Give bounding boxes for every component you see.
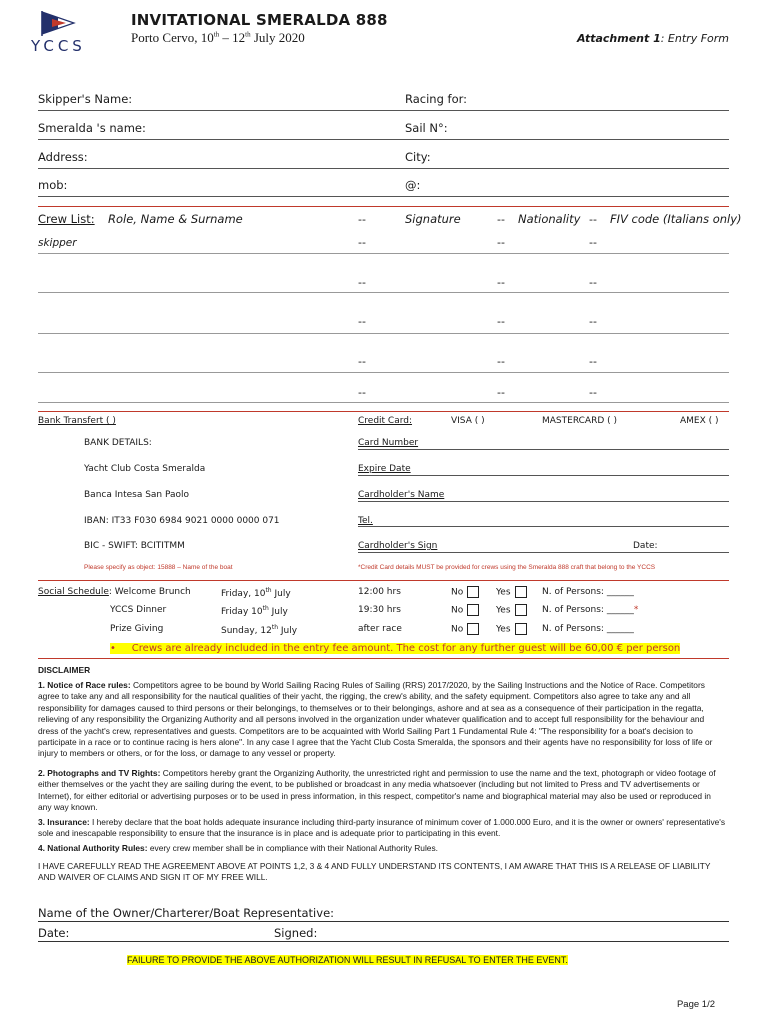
- dash: --: [589, 276, 597, 289]
- skipper-name-label: Skipper's Name:: [38, 92, 133, 106]
- yccs-burgee-logo: [38, 10, 78, 36]
- social-event: YCCS Dinner: [110, 605, 167, 615]
- no-option[interactable]: No: [451, 604, 479, 616]
- crew-nationality-header: Nationality: [518, 212, 581, 226]
- owner-name-field[interactable]: [38, 921, 729, 922]
- dash: --: [589, 213, 597, 226]
- disclaimer-point-3: 3. Insurance: I hereby declare that the boat holds adequate insurance including third-party insurance of minimum cover of 1.000.000 Euro, and it is the owner or owners' representative's sole and inescapable responsibility to ensure that the insurance is in place and is adequate prior to participating in this event.: [38, 817, 726, 839]
- red-divider: [38, 206, 729, 207]
- dash: --: [497, 276, 505, 289]
- no-checkbox[interactable]: [467, 623, 479, 635]
- bank-transfer-option[interactable]: Bank Transfert ( ): [38, 416, 116, 426]
- bank-branch: Banca Intesa San Paolo: [84, 490, 190, 500]
- no-checkbox[interactable]: [467, 586, 479, 598]
- divider: [38, 168, 729, 169]
- no-option[interactable]: No: [451, 623, 479, 635]
- card-number-field[interactable]: [358, 449, 729, 450]
- sail-number-label: Sail N°:: [405, 121, 448, 135]
- dash: --: [497, 386, 505, 399]
- signed-label: Signed:: [274, 926, 318, 940]
- persons-field[interactable]: N. of Persons: ______: [542, 587, 634, 597]
- address-label: Address:: [38, 150, 88, 164]
- dash: --: [497, 355, 505, 368]
- document-title: INVITATIONAL SMERALDA 888: [131, 11, 388, 29]
- racing-for-label: Racing for:: [405, 92, 468, 106]
- dash: --: [358, 355, 366, 368]
- crew-row-divider: [38, 292, 729, 293]
- disclaimer-point-1: 1. Notice of Race rules: Competitors agree to be bound by World Sailing Racing Rules of Sailing (RRS) 2017/2020, by the Sailing Instructions and the Notice of Race. Competitors agree to take any and all responsibility for the nautical qualities of their yacht, the rigging, the crew's ability, and the safety equipment. Competitors also agree to take any and all responsibility for damages caused to third persons or their belongings, to themselves or to their belongings, ashore and at sea as a consequence of their participation in the regatta, relieving of any responsibility the Organizing Authority and all persons involved in the organization under whatever qualification and to accept full responsibility for the behaviour and dress of the yacht's crew, representatives and guests. Competitors are to be acquainted with World Sailing Part 1 Fundamental Rule 4: "The responsibility for a boat's decision to participate in a race or to continue racing is hers alone". In any case I agree that the Yacht Club Costa Smeralda, the sponsors and their agents have no responsibility for loss of life or injury to members or others, or for the loss, or damage to any vessel or property.: [38, 680, 713, 759]
- social-date: Friday 10th July: [221, 605, 288, 617]
- social-time: after race: [358, 624, 402, 634]
- red-divider: [38, 580, 729, 581]
- crew-signature-header: Signature: [405, 212, 461, 226]
- owner-name-label: Name of the Owner/Charterer/Boat Representative:: [38, 906, 335, 920]
- dash: --: [589, 355, 597, 368]
- cardholder-sign-label: Cardholder's Sign: [358, 541, 438, 551]
- divider: [38, 110, 729, 111]
- crew-fiv-header: FIV code (Italians only): [610, 212, 742, 226]
- email-label: @:: [405, 178, 421, 192]
- card-number-label: Card Number: [358, 438, 419, 448]
- disclaimer-title: DISCLAIMER: [38, 665, 91, 675]
- crew-role-header: Role, Name & Surname: [108, 212, 243, 226]
- crew-list-label: Crew List:: [38, 212, 95, 226]
- card-date-label: Date:: [633, 541, 658, 551]
- dash: --: [497, 236, 505, 249]
- iban: IBAN: IT33 F030 6984 9021 0000 0000 071: [84, 516, 280, 526]
- divider: [38, 139, 729, 140]
- red-divider: [38, 658, 729, 659]
- amex-option[interactable]: AMEX ( ): [680, 416, 719, 426]
- persons-field[interactable]: N. of Persons: ______*: [542, 605, 639, 615]
- guest-fee-note: • Crews are already included in the entry fee amount. The cost for any further guest will be 60,00 € per person: [110, 643, 681, 654]
- date-label: Date:: [38, 926, 70, 940]
- dash: --: [589, 236, 597, 249]
- red-divider: [38, 411, 729, 412]
- city-label: City:: [405, 150, 431, 164]
- yes-option[interactable]: Yes: [496, 586, 527, 598]
- disclaimer-point-2: 2. Photographs and TV Rights: Competitors hereby grant the Organizing Authority, the unrestricted right and permission to use the name and the text, photograph or video footage of either themselves or the yacht they are sailing during the event, to be published or broadcast in any media whatsoever (including but not limited to Press and TV advertisements or Internet), for either editorial or advertising purposes or to be used in press information, in this respect, competitor's name and biographical material may also be used or reproduced in any way known.: [38, 768, 716, 813]
- social-date: Friday, 10th July: [221, 587, 291, 599]
- social-date: Sunday, 12th July: [221, 624, 298, 636]
- bank-account-name: Yacht Club Costa Smeralda: [84, 464, 206, 474]
- yes-option[interactable]: Yes: [496, 623, 527, 635]
- document-subtitle: Porto Cervo, 10th – 12th July 2020: [131, 30, 305, 45]
- no-checkbox[interactable]: [467, 604, 479, 616]
- mastercard-option[interactable]: MASTERCARD ( ): [542, 416, 617, 426]
- cardholder-sign-field[interactable]: [358, 552, 729, 553]
- cardholder-name-field[interactable]: [358, 501, 729, 502]
- expire-date-field[interactable]: [358, 475, 729, 476]
- no-option[interactable]: No: [451, 586, 479, 598]
- failure-warning: FAILURE TO PROVIDE THE ABOVE AUTHORIZATION WILL RESULT IN REFUSAL TO ENTER THE EVENT.: [127, 955, 568, 965]
- dash: --: [358, 315, 366, 328]
- dash: --: [358, 213, 366, 226]
- persons-field[interactable]: N. of Persons: ______: [542, 624, 634, 634]
- payment-object-note: Please specify as object: 15888 – Name of the boat: [84, 564, 233, 571]
- yes-checkbox[interactable]: [515, 623, 527, 635]
- tel-field[interactable]: [358, 526, 729, 527]
- crew-row-divider: [38, 372, 729, 373]
- yes-checkbox[interactable]: [515, 604, 527, 616]
- dash: --: [358, 236, 366, 249]
- dash: --: [589, 386, 597, 399]
- smeralda-name-label: Smeralda 's name:: [38, 121, 146, 135]
- dash: --: [358, 276, 366, 289]
- dash: --: [358, 386, 366, 399]
- expire-date-label: Expire Date: [358, 464, 411, 474]
- crew-row-divider: [38, 402, 729, 403]
- date-signature-field[interactable]: [38, 941, 729, 942]
- skipper-row-label: skipper: [38, 237, 77, 249]
- attachment-label: Attachment 1: Entry Form: [577, 32, 729, 45]
- page-number: Page 1/2: [676, 999, 715, 1010]
- disclaimer-point-4: 4. National Authority Rules: every crew member shall be in compliance with their National Authority Rules.: [38, 843, 438, 853]
- dash: --: [497, 213, 505, 226]
- divider: [38, 196, 729, 197]
- cardholder-name-label: Cardholder's Name: [358, 490, 445, 500]
- social-schedule-label: Social Schedule: Welcome Brunch: [38, 587, 191, 597]
- dash: --: [497, 315, 505, 328]
- logo-text: YCCS: [31, 37, 86, 55]
- visa-option[interactable]: VISA ( ): [451, 416, 485, 426]
- dash: --: [589, 315, 597, 328]
- bic-swift: BIC - SWIFT: BCITITMM: [84, 541, 185, 551]
- social-time: 12:00 hrs: [358, 587, 401, 597]
- disclaimer-declaration: I HAVE CAREFULLY READ THE AGREEMENT ABOVE AT POINTS 1,2, 3 & 4 AND FULLY UNDERSTAND ITS CONTENTS, I AM AWARE THAT THIS IS A RELEASE OF LIABILITY AND WAIVER OF CLAIMS AND SIGN IT OF MY FREE WILL.: [38, 861, 711, 883]
- yes-option[interactable]: Yes: [496, 604, 527, 616]
- crew-row-divider: [38, 333, 729, 334]
- social-event: Prize Giving: [110, 624, 164, 634]
- credit-card-label: Credit Card:: [358, 416, 413, 426]
- bank-details-title: BANK DETAILS:: [84, 438, 152, 448]
- social-time: 19:30 hrs: [358, 605, 401, 615]
- yes-checkbox[interactable]: [515, 586, 527, 598]
- tel-label: Tel.: [358, 516, 373, 526]
- mobile-label: mob:: [38, 178, 68, 192]
- crew-row-divider: [38, 253, 729, 254]
- credit-card-note: *Credit Card details MUST be provided for crews using the Smeralda 888 craft that belong to the YCCS: [358, 564, 656, 571]
